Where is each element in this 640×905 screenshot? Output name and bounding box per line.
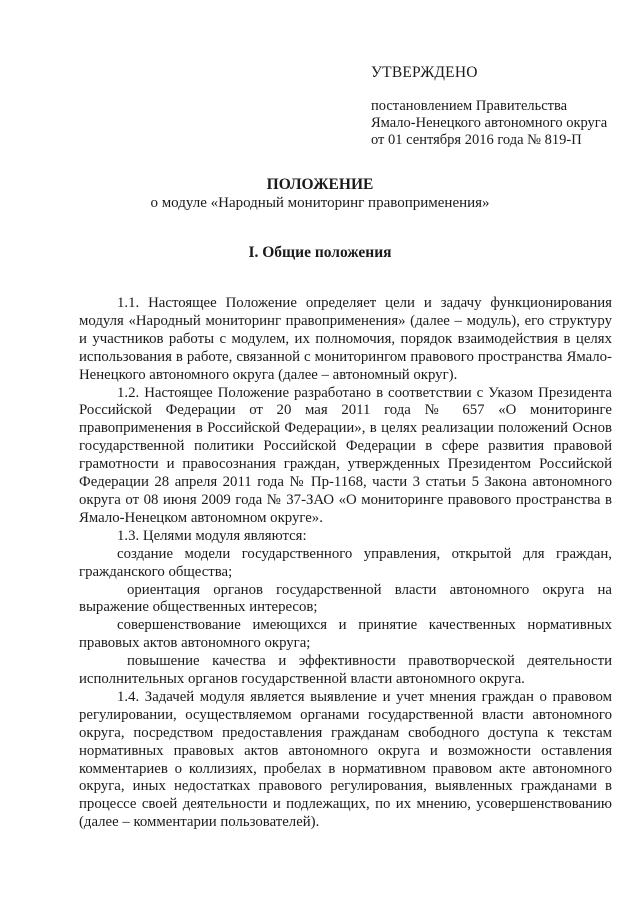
paragraph-1-3: 1.3. Целями модуля являются: <box>117 527 307 544</box>
goal-item-3: совершенствование имеющихся и принятие качественных нормативных правовых актов автономного округа; <box>79 617 612 652</box>
document-subtitle: о модуле «Народный мониторинг правоприменения» <box>150 195 490 211</box>
approval-line-2: Ямало-Ненецкого автономного округа <box>371 115 608 131</box>
paragraph-1-2: 1.2. Настоящее Положение разработано в соответствии с Указом Президента Российской Федерации от 20 мая 2011 года № 657 «О мониторинге правоприменения в Российской Федерации», в целях реализации положений Основ государственной политики Российской Федерации в сфере развития правовой грамотности и правосознания граждан, утвержденных Президентом Российской Федерации 28 апреля 2011 года № Пр-1168, части 3 статьи 5 Закона автономного округа от 08 июня 2009 года № 37-ЗАО «О мониторинге правового пространства в Ямало-Ненецком автономном округе». <box>79 384 612 526</box>
approval-line-3: от 01 сентября 2016 года № 819-П <box>371 132 582 148</box>
paragraph-1-4: 1.4. Задачей модуля является выявление и учет мнения граждан о правовом регулировании, осуществляемом органами государственной власти автономного округа, посредством предоставления гражданам свободного доступа к текстам нормативных правовых актов автономного округа и возможности оставления комментариев о коллизиях, пробелах в нормативном правовом акте автономного округа, иных недостатках правового регулирования, выявленных гражданами в процессе своей деятельности и подлежащих, по их мнению, усовершенствованию (далее – комментарии пользователей). <box>79 688 612 831</box>
approval-line-1: постановлением Правительства <box>371 98 568 114</box>
document-body <box>79 295 612 832</box>
approval-stamp: УТВЕРЖДЕНО <box>371 64 478 81</box>
goal-item-4: повышение качества и эффективности правотворческой деятельности исполнительных органов государственной власти автономного округа. <box>79 653 612 688</box>
section-heading: I. Общие положения <box>248 244 392 261</box>
goal-item-2: ориентация органов государственной власти автономного округа на выражение общественных интересов; <box>79 581 612 616</box>
approval-block <box>371 64 633 149</box>
goal-item-1: создание модели государственного управления, открытой для граждан, гражданского общества; <box>79 545 612 580</box>
paragraph-1-1: 1.1. Настоящее Положение определяет цели и задачу функционирования модуля «Народный мониторинг правоприменения» (далее – модуль), его структуру и участников работы с модулем, их полномочия, порядок взаимодействия в целях использования в работе, связанной с мониторингом правового пространства Ямало-Ненецкого автономного округа (далее – автономный округ). <box>79 295 612 383</box>
document-title: ПОЛОЖЕНИЕ <box>266 176 374 193</box>
